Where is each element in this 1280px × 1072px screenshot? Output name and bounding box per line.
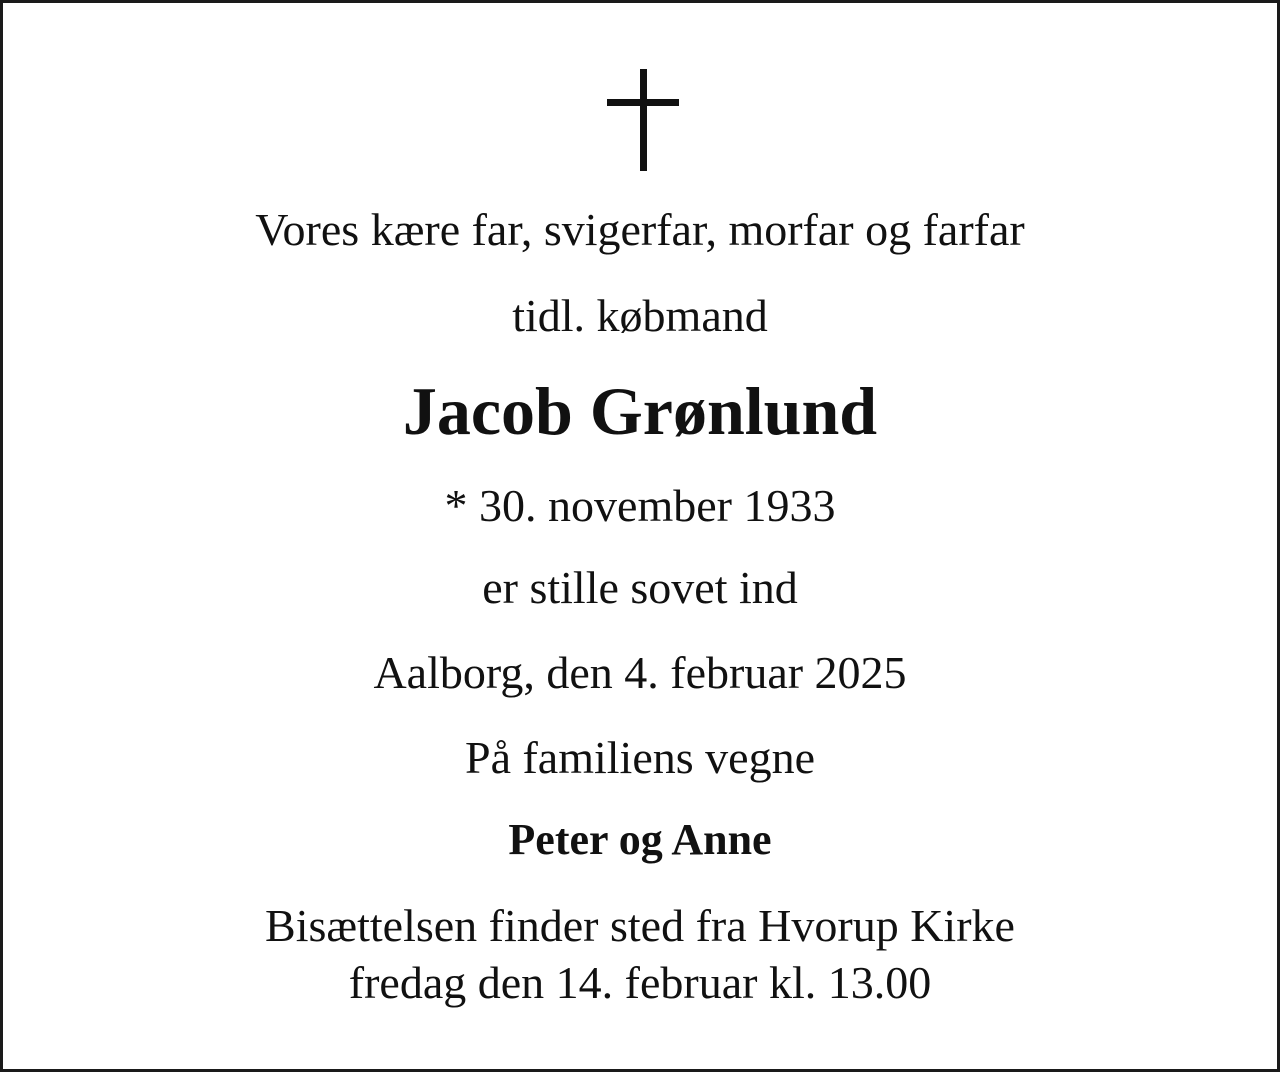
cross-icon [607, 69, 679, 173]
passed-text: er stille sovet ind [482, 562, 798, 613]
funeral-info-line1: Bisættelsen finder sted fra Hvorup Kirke [265, 900, 1015, 951]
intro-text: Vores kære far, svigerfar, morfar og farfar [255, 204, 1025, 255]
place-date: Aalborg, den 4. februar 2025 [373, 647, 907, 698]
deceased-title: tidl. købmand [512, 290, 768, 341]
deceased-name: Jacob Grønlund [402, 373, 878, 449]
birth-date: * 30. november 1933 [444, 480, 836, 531]
on-behalf-text: På familiens vegne [464, 732, 815, 783]
funeral-info-line2: fredag den 14. februar kl. 13.00 [348, 957, 932, 1008]
signers: Peter og Anne [508, 815, 772, 864]
